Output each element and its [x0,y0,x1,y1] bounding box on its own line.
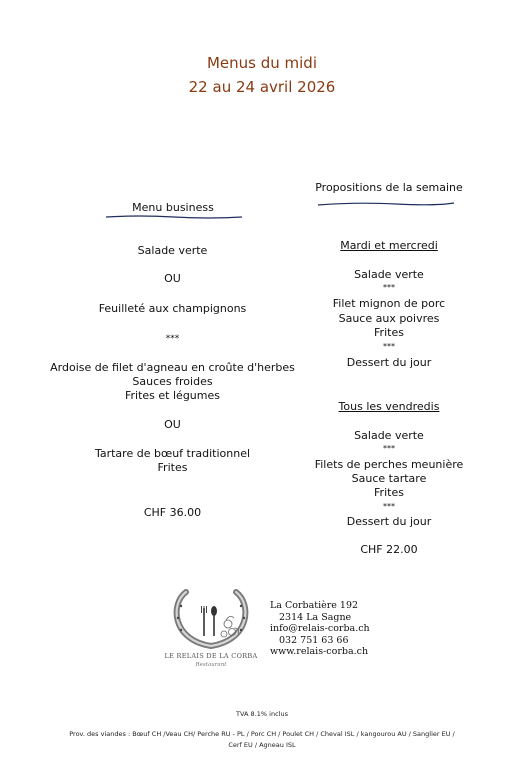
restaurant-logo [164,584,258,684]
tue-wed-dessert: Dessert du jour [346,356,432,369]
week-heading: Propositions de la semaine [315,181,463,194]
tue-wed-main: Filet mignon de porc [332,297,446,310]
friday-sep-1: *** [383,444,395,453]
business-divider [104,214,244,220]
business-sauces: Sauces froides [132,375,213,388]
horseshoe-icon [164,584,258,656]
tue-wed-sauce: Sauce aux poivres [338,312,440,325]
friday-main: Filets de perches meunière [314,458,464,471]
tva-note: TVA 8.1% inclus [236,710,288,718]
business-heading: Menu business [132,201,214,214]
logo-script: Restaurant [195,662,227,668]
provenance-line-1: Prov. des viandes : Bœuf CH /Veau CH/ Perche RU - PL / Porc CH / Poulet CH / Cheval ISL / kangourou AU / Sanglier EU / [69,730,455,738]
tue-wed-sep-2: *** [383,342,395,351]
address-street: La Corbatière 192 [270,600,359,611]
business-ou-1: OU [164,272,181,285]
tue-wed-salad: Salade verte [354,268,424,281]
friday-sauce: Sauce tartare [351,472,427,485]
address-phone[interactable]: 032 751 63 66 [279,634,349,646]
week-price: CHF 22.00 [360,543,418,556]
friday-salad: Salade verte [354,429,424,442]
address-website[interactable]: www.relais-corba.ch [270,646,369,657]
business-ou-2: OU [164,418,181,431]
business-frites: Frites [157,461,188,474]
friday-side: Frites [374,486,404,499]
address-city: 2314 La Sagne [279,611,352,623]
date-range: 22 au 24 avril 2026 [188,78,336,96]
business-separator: *** [165,334,180,344]
business-feuillete: Feuilleté aux champignons [98,302,247,315]
page-title: Menus du midi [206,54,318,72]
fork-icon [202,606,207,636]
business-tartare: Tartare de bœuf traditionnel [94,447,251,460]
business-frites-legumes: Frites et légumes [125,389,220,402]
friday-title: Tous les vendredis [338,400,440,413]
week-divider [316,200,456,208]
logo-name: LE RELAIS DE LA CORBA [164,652,258,660]
address-email[interactable]: info@relais-corba.ch [270,623,370,634]
spoon-icon [211,606,217,636]
business-ardoise: Ardoise de filet d'agneau en croûte d'herbes [50,361,295,374]
tue-wed-title: Mardi et mercredi [340,239,438,252]
provenance-line-2: Cerf EU / Agneau ISL [228,741,296,749]
address-block [270,600,370,658]
friday-sep-2: *** [383,502,395,511]
tue-wed-sep-1: *** [383,283,395,292]
business-salad: Salade verte [137,244,208,257]
friday-dessert: Dessert du jour [346,515,432,528]
tue-wed-side: Frites [374,326,404,339]
business-price: CHF 36.00 [143,506,202,519]
